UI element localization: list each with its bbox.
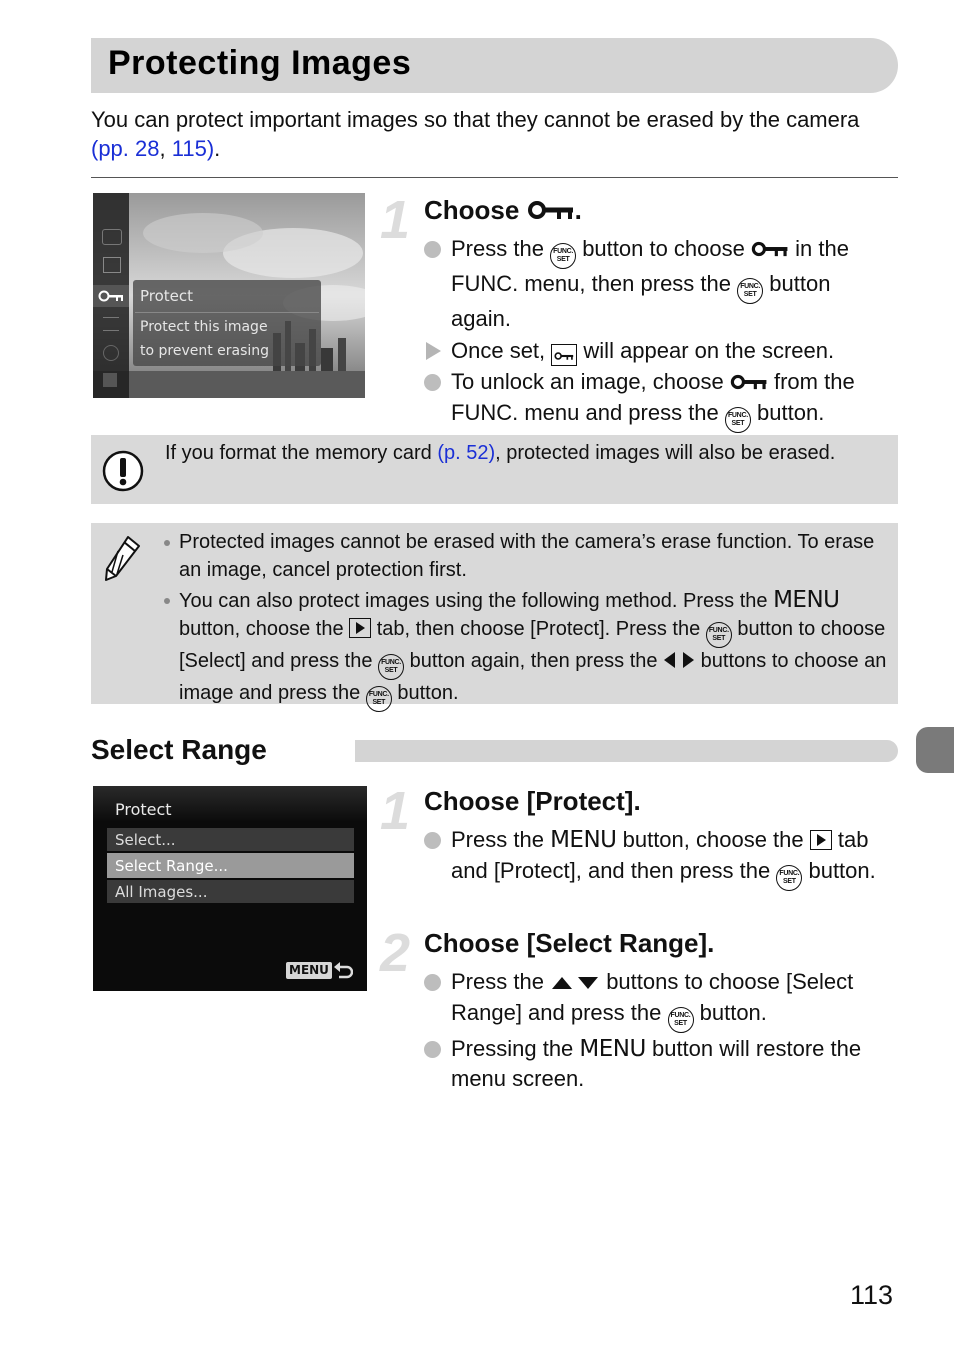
note-text — [162, 529, 892, 712]
func-set-icon: FUNC. SET — [706, 622, 732, 648]
bullet-icon — [424, 1041, 441, 1058]
list-item: Pressing the MENU button will restore the menu screen. — [424, 1034, 894, 1095]
camera-screen-protect-menu — [93, 786, 367, 991]
protect-key-icon — [730, 373, 768, 391]
list-item: Once set, will appear on the screen. — [424, 336, 894, 367]
left-right-arrows-icon — [663, 651, 695, 669]
menu-button-icon: MENU — [550, 827, 617, 853]
intro-link[interactable]: (pp. 28 — [91, 136, 160, 161]
menu-button-icon: MENU — [773, 587, 840, 613]
print-icon — [103, 257, 121, 273]
rotate-icon — [102, 229, 122, 245]
intro-link-2[interactable]: 115) — [171, 136, 215, 161]
camera-screen-func-menu — [93, 193, 365, 398]
page-number: 113 — [850, 1280, 894, 1310]
step-title: Choose . — [424, 195, 582, 225]
page-title: Protecting Images — [108, 44, 412, 82]
func-set-icon: FUNC. SET — [776, 865, 802, 891]
step2b-bullets — [424, 967, 894, 1095]
func-set-icon: FUNC. SET — [725, 407, 751, 433]
menu-button-icon: MENU — [579, 1035, 646, 1062]
func-menu-title: Protect — [140, 287, 194, 305]
menu-title: Protect — [115, 800, 172, 819]
func-menu-divider — [135, 312, 319, 313]
step-number: 2 — [380, 923, 411, 983]
section-title: Select Range — [91, 734, 267, 765]
pencil-icon — [104, 534, 142, 582]
return-arrow-icon — [333, 961, 353, 979]
result-arrow-icon — [426, 342, 441, 360]
step-number: 1 — [380, 190, 411, 250]
func-menu-desc-2: to prevent erasing — [140, 343, 270, 359]
menu-item-label: Select... — [115, 831, 176, 849]
step-number: 1 — [380, 781, 411, 841]
step-title: Choose [Select Range]. — [424, 928, 715, 958]
bullet-icon — [424, 374, 441, 391]
list-item: Press the FUNC. SET button to choose in the FUNC. menu, then press the FUNC. SET button again. — [424, 234, 894, 335]
section-bar — [355, 740, 898, 762]
step-title: Choose [Protect]. — [424, 786, 641, 816]
caution-link[interactable]: (p. 52) — [437, 442, 496, 464]
protect-icon-selected[interactable] — [93, 285, 129, 307]
protect-key-icon — [527, 199, 575, 221]
caution-text: If you format the memory card (p. 52), protected images will also be erased. — [165, 442, 836, 464]
list-item: To unlock an image, choose from the FUNC. menu and press the FUNC. SET button. — [424, 367, 894, 433]
menu-item-label: All Images... — [115, 883, 208, 901]
caution-icon — [101, 449, 145, 493]
func-set-icon: FUNC. SET — [378, 654, 404, 680]
list-item: Press the buttons to choose [Select Range] and press the FUNC. SET button. — [424, 967, 894, 1033]
playback-tab-icon — [349, 618, 371, 638]
effect-icon — [103, 345, 119, 361]
playback-tab-icon — [810, 830, 832, 850]
bullet-icon — [424, 974, 441, 991]
menu-back-button[interactable]: MENU — [286, 962, 332, 979]
intro-paragraph: You can protect important images so that they cannot be erased by the camera (pp. 28, 115). — [91, 107, 860, 161]
protected-indicator-icon — [551, 344, 577, 366]
trash-icon — [103, 373, 117, 387]
func-set-icon: FUNC. SET — [550, 243, 576, 269]
func-set-icon: FUNC. SET — [366, 686, 392, 712]
menu-item-label: Select Range... — [115, 857, 228, 875]
step2a-bullets — [424, 825, 894, 891]
func-menu-desc-1: Protect this image — [140, 319, 268, 335]
func-set-icon: FUNC. SET — [737, 278, 763, 304]
list-item: Press the MENU button, choose the tab and [Protect], and then press the FUNC. SET button. — [424, 825, 894, 891]
bullet-icon — [424, 832, 441, 849]
step1-bullets — [424, 234, 894, 433]
divider — [91, 177, 898, 178]
protect-key-icon — [751, 240, 789, 258]
list-item: Protected images cannot be erased with the camera’s erase function. To erase an image, cancel protection first. — [162, 529, 892, 584]
favorite-icon — [103, 317, 119, 331]
list-item: You can also protect images using the following method. Press the MENU button, choose the tab, then choose [Protect]. Press the FUNC. SET button to choose [Select] and press the FUNC. SET button again, then press the buttons to choose an image and press the FUNC. SET button. — [162, 587, 892, 712]
chapter-tab — [916, 727, 954, 773]
up-down-arrows-icon — [550, 975, 600, 991]
bullet-icon — [424, 241, 441, 258]
func-set-icon: FUNC. SET — [668, 1007, 694, 1033]
